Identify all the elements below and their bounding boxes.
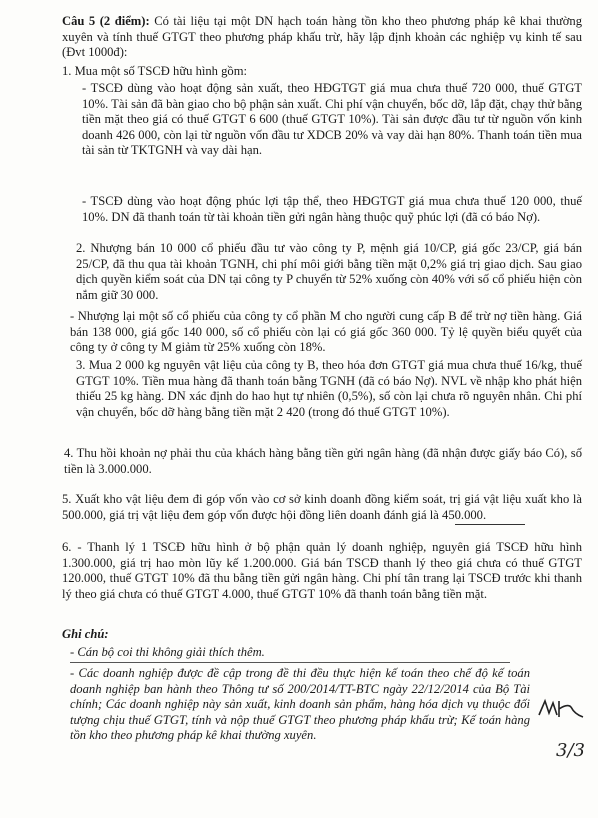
item-2b: - Nhượng lại một số cổ phiếu của công ty cổ phần M cho người cung cấp B để trừ nợ tiền hàng. Giá bán 138 000, giá gốc 140 000, số cổ phiếu còn lại có giá gốc 360 000. Tỷ lệ quyền biểu quyết của công ty ở công ty M giảm từ 25% xuống còn 18%. [70,309,582,355]
item-3: 3. Mua 2 000 kg nguyên vật liệu của công ty B, theo hóa đơn GTGT giá mua chưa thuế 16/kg, thuế GTGT 10%. Tiền mua hàng đã thanh toán bằng TGNH (đã có báo Nợ). NVL về nhập kho phát hiện thiếu 25 kg hàng. DN xác định do hao hụt tự nhiên (0,5%), số còn lại chưa rõ nguyên nhân. Chi phí vận chuyển, bốc dỡ hàng bằng tiền mặt 2 420 (trong đó thuế GTGT 10%). [76,358,582,419]
item-6: 6. - Thanh lý 1 TSCĐ hữu hình ở bộ phận quản lý doanh nghiệp, nguyên giá TSCĐ hữu hình 1.300.000, giá trị hao mòn lũy kế 1.200.000. Giá bán TSCĐ thanh lý theo giá chưa có thuế GTGT 120.000, thuế GTGT 10% đã thu bằng tiền gửi ngân hàng. Chi phí tân trang lại TSCĐ trước khi thanh lý theo giá chưa có thuế GTGT 4.000, thuế GTGT 10% đã thanh toán bằng tiền mặt. [62,540,582,601]
item-2: 2. Nhượng bán 10 000 cổ phiếu đầu tư vào công ty P, mệnh giá 10/CP, giá gốc 23/CP, giá bán 25/CP, đã thu qua tài khoản TGNH, chi phí môi giới bằng tiền mặt 0,2% giá trị giao dịch. Sau giao dịch quyền kiểm soát của DN tại công ty P chuyển từ 52% xuống còn 40% với số cổ phiếu hiện còn nắm giữ 30 000. [76,241,582,302]
handwritten-signature [535,695,587,723]
item-1-title: 1. Mua một số TSCĐ hữu hình gồm: [62,64,248,78]
question-label: Câu 5 (2 điểm): [62,14,150,28]
note-1: - Cán bộ coi thi không giải thích thêm. [70,645,265,659]
item-1b: - TSCĐ dùng vào hoạt động phúc lợi tập thể, theo HĐGTGT giá mua chưa thuế 120 000, thuế 10%. DN đã thanh toán từ tài khoản tiền gửi ngân hàng thuộc quỹ phúc lợi (đã có báo Nợ). [82,194,582,224]
question-intro [62,14,582,61]
item-4: 4. Thu hồi khoản nợ phải thu của khách hàng bằng tiền gửi ngân hàng (đã nhận được giấy báo Có), số tiền là 3.000.000. [64,446,582,476]
note-2: - Các doanh nghiệp được đề cập trong đề thi đều thực hiện kế toán theo chế độ kế toán doanh nghiệp ban hành theo Thông tư số 200/2014/TT-BTC ngày 22/12/2014 của Bộ Tài chính; Các doanh nghiệp này sản xuất, kinh doanh sản phẩm, hàng hóa dịch vụ thuộc đối tượng chịu thuế GTGT, tính và nộp thuế GTGT theo phương pháp khấu trừ; Kế toán hàng tồn kho theo phương pháp kê khai thường xuyên. [70,666,530,743]
notes-rule-top [70,662,510,663]
notes-title: Ghi chú: [62,627,109,641]
question-intro-text: Có tài liệu tại một DN hạch toán hàng tồn kho theo phương pháp kê khai thường xuyên và tính thuế GTGT theo phương pháp khấu trừ, hãy lập định khoản các nghiệp vụ kinh tế sau (Đvt 1000đ): [62,14,582,60]
page-number: 3/3 [556,740,585,761]
item-1a: - TSCĐ dùng vào hoạt động sản xuất, theo HĐGTGT giá mua chưa thuế 720 000, thuế GTGT 10%. Tài sản đã bàn giao cho bộ phận sản xuất. Chi phí vận chuyển, bốc dỡ, lắp đặt, chạy thử bằng tiền mặt theo giá có thuế GTGT 6 600 (thuế GTGT 10%). Tài sản được đầu tư từ nguồn vốn kinh doanh 426 000, còn lại từ nguồn vốn đầu tư XDCB 20% và vay dài hạn 80%. Thanh toán tiền mua tài sản từ TKTGNH và vay dài hạn. [82,81,582,158]
divider-line [455,524,525,525]
item-5: 5. Xuất kho vật liệu đem đi góp vốn vào cơ sở kinh doanh đồng kiểm soát, trị giá vật liệu xuất kho là 500.000, giá trị vật liệu đem góp vốn được hội đồng liên doanh đánh giá là 450.000. [62,492,582,522]
